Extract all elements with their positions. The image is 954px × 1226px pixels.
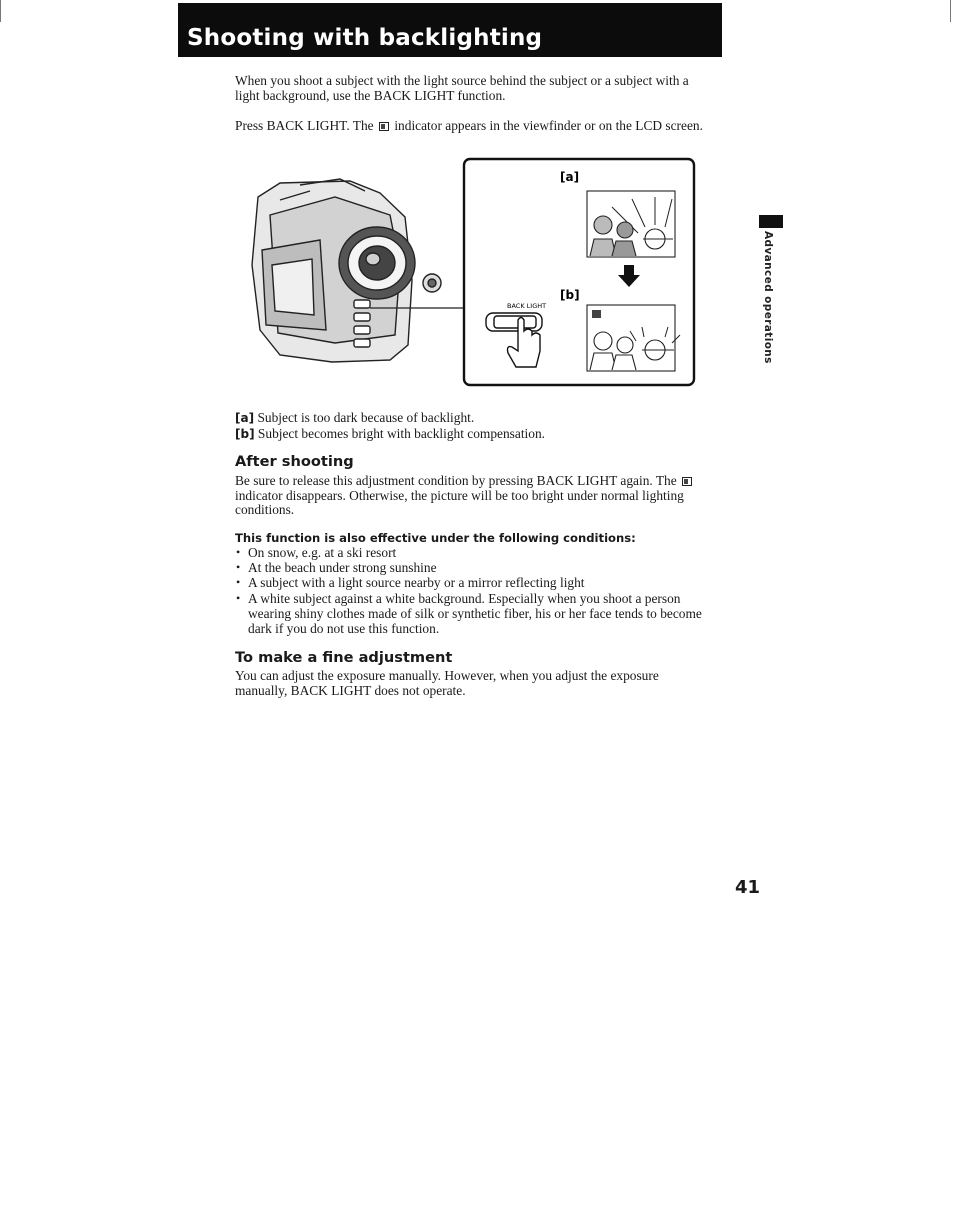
conditions-list [235, 545, 725, 636]
conditions-heading: This function is also effective under the following conditions: [235, 531, 636, 545]
press-instruction [235, 118, 703, 134]
camcorder-icon [252, 179, 441, 362]
page-edge-mark-right [950, 0, 951, 22]
after-shooting-line-1 [235, 473, 694, 489]
scene-a-backlit [587, 191, 675, 257]
caption-a-text: Subject is too dark because of backlight. [257, 410, 475, 425]
intro-line-1: When you shoot a subject with the light source behind the subject or a subject with a [235, 73, 689, 88]
side-tab-label: Advanced operations [762, 231, 774, 364]
intro-line-2: light background, use the BACK LIGHT function. [235, 88, 506, 103]
fine-adjustment-line-2: manually, BACK LIGHT does not operate. [235, 683, 466, 698]
label-a: [a] [560, 170, 580, 184]
fine-adjustment-line-1: You can adjust the exposure manually. However, when you adjust the exposure [235, 668, 659, 683]
after-shooting-line-3: conditions. [235, 502, 295, 517]
page-number: 41 [735, 877, 761, 898]
after-shooting-line-1-text: Be sure to release this adjustment condition by pressing BACK LIGHT again. The [235, 473, 677, 488]
caption-b-marker: [b] [235, 427, 255, 441]
side-tab-marker [759, 215, 783, 228]
backlight-illustration [240, 155, 700, 395]
press-text-after: indicator appears in the viewfinder or on the LCD screen. [394, 118, 703, 133]
caption-b-text: Subject becomes bright with backlight compensation. [257, 426, 546, 441]
caption-a-marker: [a] [235, 411, 255, 425]
press-text-before: Press BACK LIGHT. The [235, 118, 374, 133]
list-item: • A white subject against a white background. Especially when you shoot a person wearing shiny clothes made of silk or synthetic fiber, his or her face tends to become dark if you do not use this function. [235, 591, 725, 637]
list-item: • A subject with a light source nearby or a mirror reflecting light [235, 575, 725, 590]
label-b: [b] [560, 288, 580, 302]
list-item: • On snow, e.g. at a ski resort [235, 545, 725, 560]
scene-b-compensated [587, 305, 680, 371]
after-shooting-heading: After shooting [235, 453, 354, 470]
list-item: • At the beach under strong sunshine [235, 560, 725, 575]
caption-b [235, 426, 545, 443]
after-shooting-line-2: indicator disappears. Otherwise, the picture will be too bright under normal lighting [235, 488, 684, 503]
page-title: Shooting with backlighting [187, 25, 543, 51]
backlight-indicator-icon [682, 477, 692, 486]
fine-adjustment-heading: To make a fine adjustment [235, 649, 453, 666]
title-bar [178, 3, 722, 57]
page-edge-mark-left [0, 0, 1, 22]
caption-a [235, 410, 474, 427]
backlight-indicator-icon [379, 122, 389, 131]
back-light-button-label: BACK LIGHT [507, 302, 547, 310]
